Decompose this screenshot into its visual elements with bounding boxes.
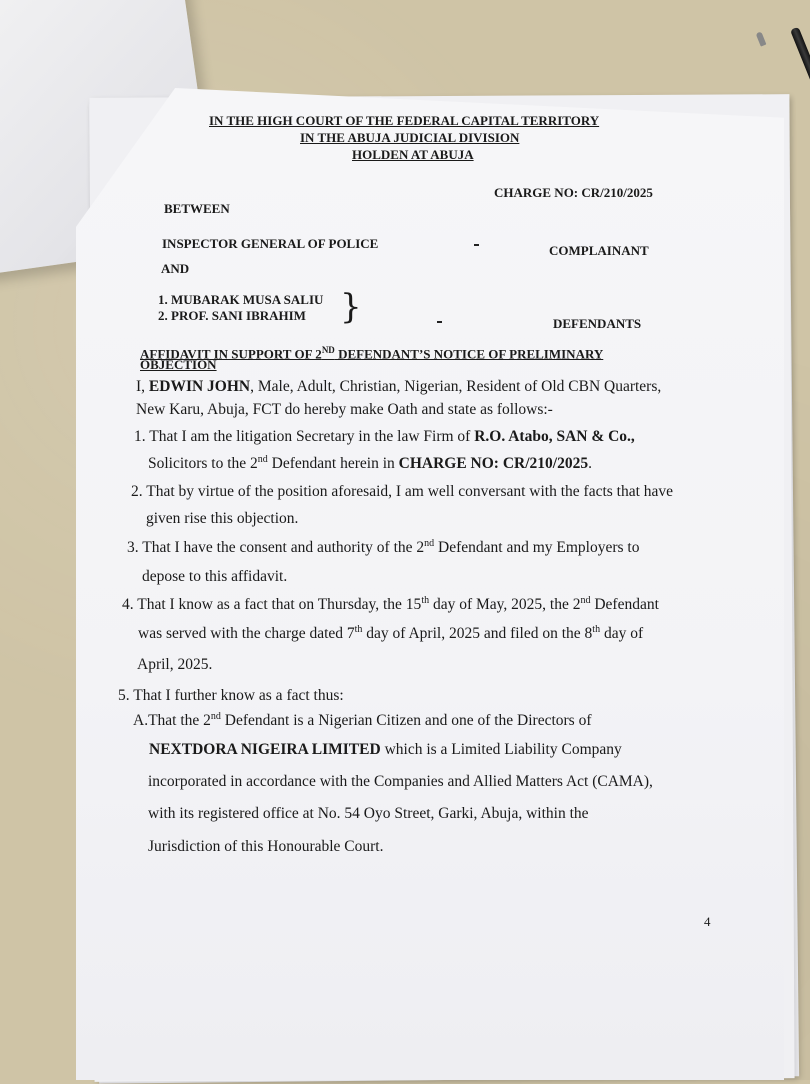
- paragraph-A-line-4: with its registered office at No. 54 Oyo Street, Garki, Abuja, within the: [148, 805, 589, 822]
- brace-mark: }: [340, 287, 362, 327]
- separator-dash: [474, 244, 479, 246]
- paragraph-A-line-2: NEXTDORA NIGEIRA LIMITED which is a Limited Liability Company: [149, 741, 622, 758]
- paragraph-1-line-1: 1. That I am the litigation Secretary in the law Firm of R.O. Atabo, SAN & Co.,: [134, 428, 635, 445]
- paragraph-1-line-2: Solicitors to the 2nd Defendant herein in CHARGE NO: CR/210/2025.: [148, 454, 592, 473]
- paragraph-3-line-1: 3. That I have the consent and authority of the 2nd Defendant and my Employers to: [127, 538, 640, 557]
- affidavit-title-line-1: AFFIDAVIT IN SUPPORT OF 2ND DEFENDANT’S NOTICE OF PRELIMINARY: [140, 345, 604, 362]
- paragraph-2-line-2: given rise this objection.: [146, 510, 299, 527]
- defendant-1: 1. MUBARAK MUSA SALIU: [158, 292, 324, 307]
- pen-tip: [756, 31, 767, 46]
- and-label: AND: [161, 261, 190, 276]
- pen: [790, 27, 810, 216]
- complainant-role: COMPLAINANT: [549, 243, 649, 258]
- between-label: BETWEEN: [164, 201, 230, 216]
- charge-number: CHARGE NO: CR/210/2025: [494, 185, 653, 200]
- paragraph-4-line-2: was served with the charge dated 7th day of April, 2025 and filed on the 8th day of: [138, 624, 644, 643]
- paragraph-5-line-1: 5. That I further know as a fact thus:: [118, 687, 344, 704]
- paragraph-3-line-2: depose to this affidavit.: [142, 568, 288, 585]
- page-number: 4: [704, 914, 711, 929]
- complainant-name: INSPECTOR GENERAL OF POLICE: [162, 236, 379, 251]
- paragraph-2-line-1: 2. That by virtue of the position aforesaid, I am well conversant with the facts that have: [131, 483, 674, 500]
- intro-line-1: I, EDWIN JOHN, Male, Adult, Christian, Nigerian, Resident of Old CBN Quarters,: [136, 378, 662, 395]
- paragraph-4-line-1: 4. That I know as a fact that on Thursday, the 15th day of May, 2025, the 2nd Defendant: [122, 595, 659, 614]
- paragraph-A-line-1: A.That the 2nd Defendant is a Nigerian Citizen and one of the Directors of: [133, 711, 592, 730]
- court-heading-line-1: IN THE HIGH COURT OF THE FEDERAL CAPITAL TERRITORY: [209, 113, 600, 128]
- defendants-role: DEFENDANTS: [553, 316, 642, 331]
- paragraph-A-line-5: Jurisdiction of this Honourable Court.: [148, 838, 384, 855]
- separator-dash: [437, 321, 442, 323]
- paragraph-4-line-3: April, 2025.: [137, 656, 213, 673]
- defendant-2: 2. PROF. SANI IBRAHIM: [158, 308, 306, 323]
- affidavit-title-line-2: OBJECTION: [140, 357, 217, 372]
- paragraph-A-line-3: incorporated in accordance with the Companies and Allied Matters Act (CAMA),: [148, 773, 653, 790]
- court-heading-line-3: HOLDEN AT ABUJA: [352, 147, 474, 162]
- court-heading-line-2: IN THE ABUJA JUDICIAL DIVISION: [300, 130, 520, 145]
- intro-line-2: New Karu, Abuja, FCT do hereby make Oath and state as follows:-: [136, 401, 553, 418]
